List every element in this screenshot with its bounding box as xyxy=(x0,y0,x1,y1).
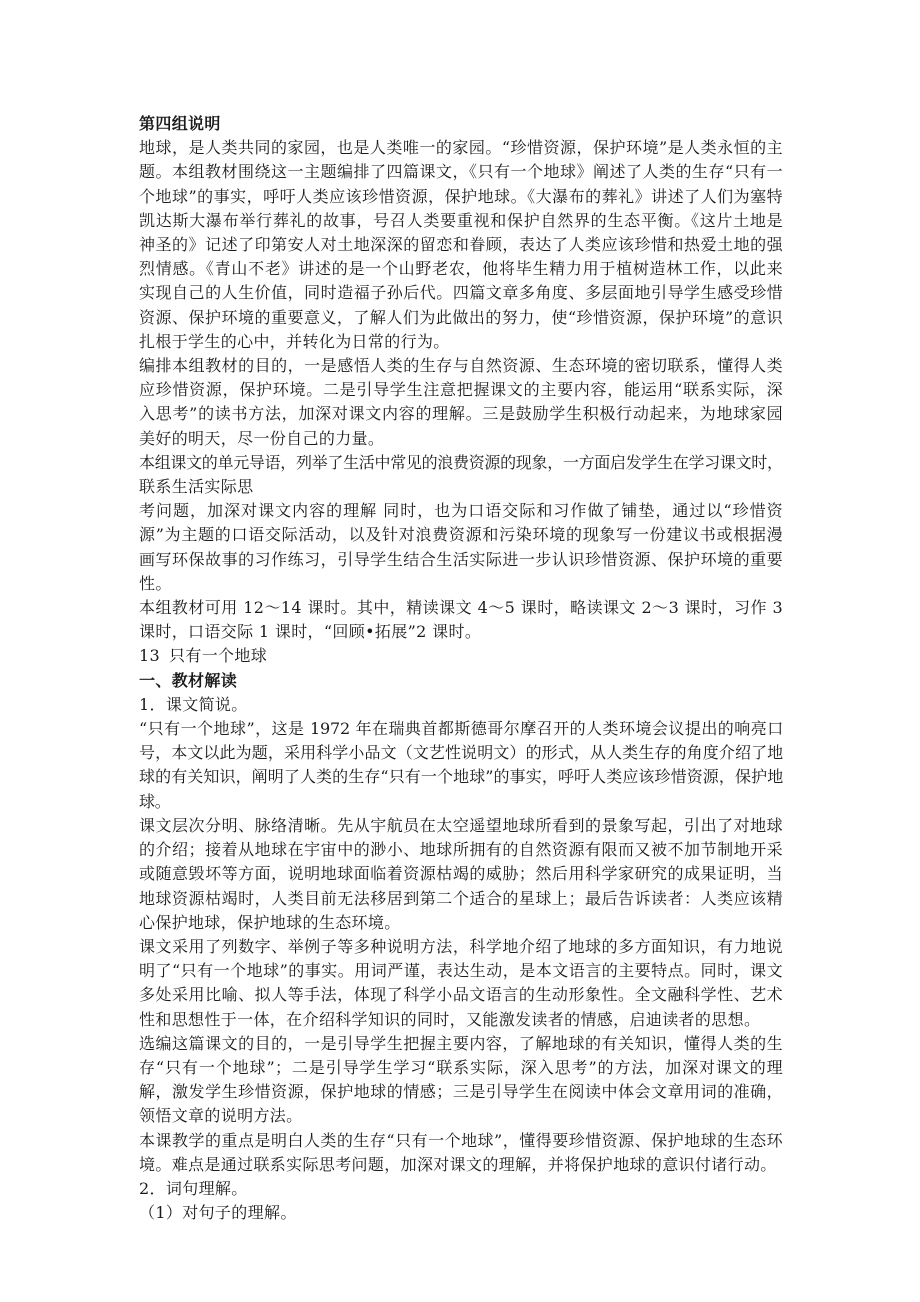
subsection-heading-2-1: （1）对句子的理解。 xyxy=(139,1203,297,1223)
lesson-paragraph-2: 课文层次分明、脉络清晰。先从宇航员在太空遥望地球所看到的景象写起，引出了对地球的介绍；接着从地球在宇宙中的渺小、地球所拥有的自然资源有限而又被不加节制地开采或随意毁坏等方面，说明地球面临着资源枯竭的威胁；然后用科学家研究的成果证明，当地球资源枯竭时，人类目前无法移居到第二个适合的星球上；最后告诉读者：人类应该精心保护地球，保护地球的生态环境。 xyxy=(139,815,783,932)
subsection-heading-2: 2．词句理解。 xyxy=(139,1178,248,1198)
intro-paragraph-4: 联系生活实际思 xyxy=(139,477,254,497)
intro-paragraph-3: 本组课文的单元导语，列举了生活中常见的浪费资源的现象，一方面启发学生在学习课文时， xyxy=(139,452,783,472)
section-title: 第四组说明 xyxy=(139,114,221,133)
lesson-paragraph-3: 课文采用了列数字、举例子等多种说明方法，科学地介绍了地球的多方面知识，有力地说明了“只有一个地球”的事实。用词严谨，表达生动，是本文语言的主要特点。同时，课文多处采用比喻、拟人等手法，体现了科学小品文语言的生动形象性。全文融科学性、艺术性和思想性于一体，在介绍科学知识的同时，又能激发读者的情感，启迪读者的思想。 xyxy=(139,936,783,1029)
subsection-heading-1: 1．课文简说。 xyxy=(139,694,248,714)
intro-paragraph-1: 地球，是人类共同的家园，也是人类唯一的家园。“珍惜资源，保护环境”是人类永恒的主题。本组教材围绕这一主题编排了四篇课文，《只有一个地球》阐述了人类的生存“只有一个地球”的事实，呼吁人类应该珍惜资源，保护地球。《大瀑布的葬礼》讲述了人们为塞特凯达斯大瀑布举行葬礼的故事，号召人类要重视和保护自然界的生态平衡。《这片土地是神圣的》记述了印第安人对土地深深的留恋和眷顾，表达了人类应该珍惜和热爱土地的强烈情感。《青山不老》讲述的是一个山野老农，他将毕生精力用于植树造林工作，以此来实现自己的人生价值，同时造福子孙后代。四篇文章多角度、多层面地引导学生感受珍惜资源、保护环境的重要意义，了解人们为此做出的努力，使“珍惜资源，保护环境”的意识扎根于学生的心中，并转化为日常的行为。 xyxy=(139,138,783,351)
lesson-title: 只有一个地球 xyxy=(169,646,268,666)
part-heading: 一、教材解读 xyxy=(139,670,238,690)
intro-paragraph-6: 本组教材可用 12～14 课时。其中，精读课文 4～5 课时，略读课文 2～3 课时，习作 3 课时，口语交际 1 课时，“回顾•拓展”2 课时。 xyxy=(139,598,783,642)
intro-paragraph-5: 考问题，加深对课文内容的理解 同时，也为口语交际和习作做了铺垫，通过以“珍惜资源”为主题的口语交际活动，以及针对浪费资源和污染环境的现象写一份建议书或根据漫画写环保故事的习作练习，引导学生结合生活实际进一步认识珍惜资源、保护环境的重要性。 xyxy=(139,501,783,593)
lesson-paragraph-5: 本课教学的重点是明白人类的生存“只有一个地球”，懂得要珍惜资源、保护地球的生态环境。难点是通过联系实际思考问题，加深对课文的理解，并将保护地球的意识付诸行动。 xyxy=(139,1130,783,1174)
lesson-heading xyxy=(139,644,783,668)
intro-paragraph-2: 编排本组教材的目的，一是感悟人类的生存与自然资源、生态环境的密切联系，懂得人类应珍惜资源，保护环境。二是引导学生注意把握课文的主要内容，能运用“联系实际，深入思考”的读书方法，加深对课文内容的理解。三是鼓励学生积极行动起来，为地球家园美好的明天，尽一份自己的力量。 xyxy=(139,356,783,448)
lesson-number: 13 xyxy=(139,646,161,666)
lesson-paragraph-4: 选编这篇课文的目的，一是引导学生把握主要内容，了解地球的有关知识，懂得人类的生存“只有一个地球”；二是引导学生学习“联系实际，深入思考”的方法，加深对课文的理解，激发学生珍惜资源，保护地球的情感；三是引导学生在阅读中体会文章用词的准确，领悟文章的说明方法。 xyxy=(139,1033,783,1126)
document-page xyxy=(139,112,783,1225)
lesson-paragraph-1: “只有一个地球”，这是 1972 年在瑞典首都斯德哥尔摩召开的人类环境会议提出的响亮口号，本文以此为题，采用科学小品文（文艺性说明文）的形式，从人类生存的角度介绍了地球的有关知识，阐明了人类的生存“只有一个地球”的事实，呼吁人类应该珍惜资源，保护地球。 xyxy=(139,719,783,811)
